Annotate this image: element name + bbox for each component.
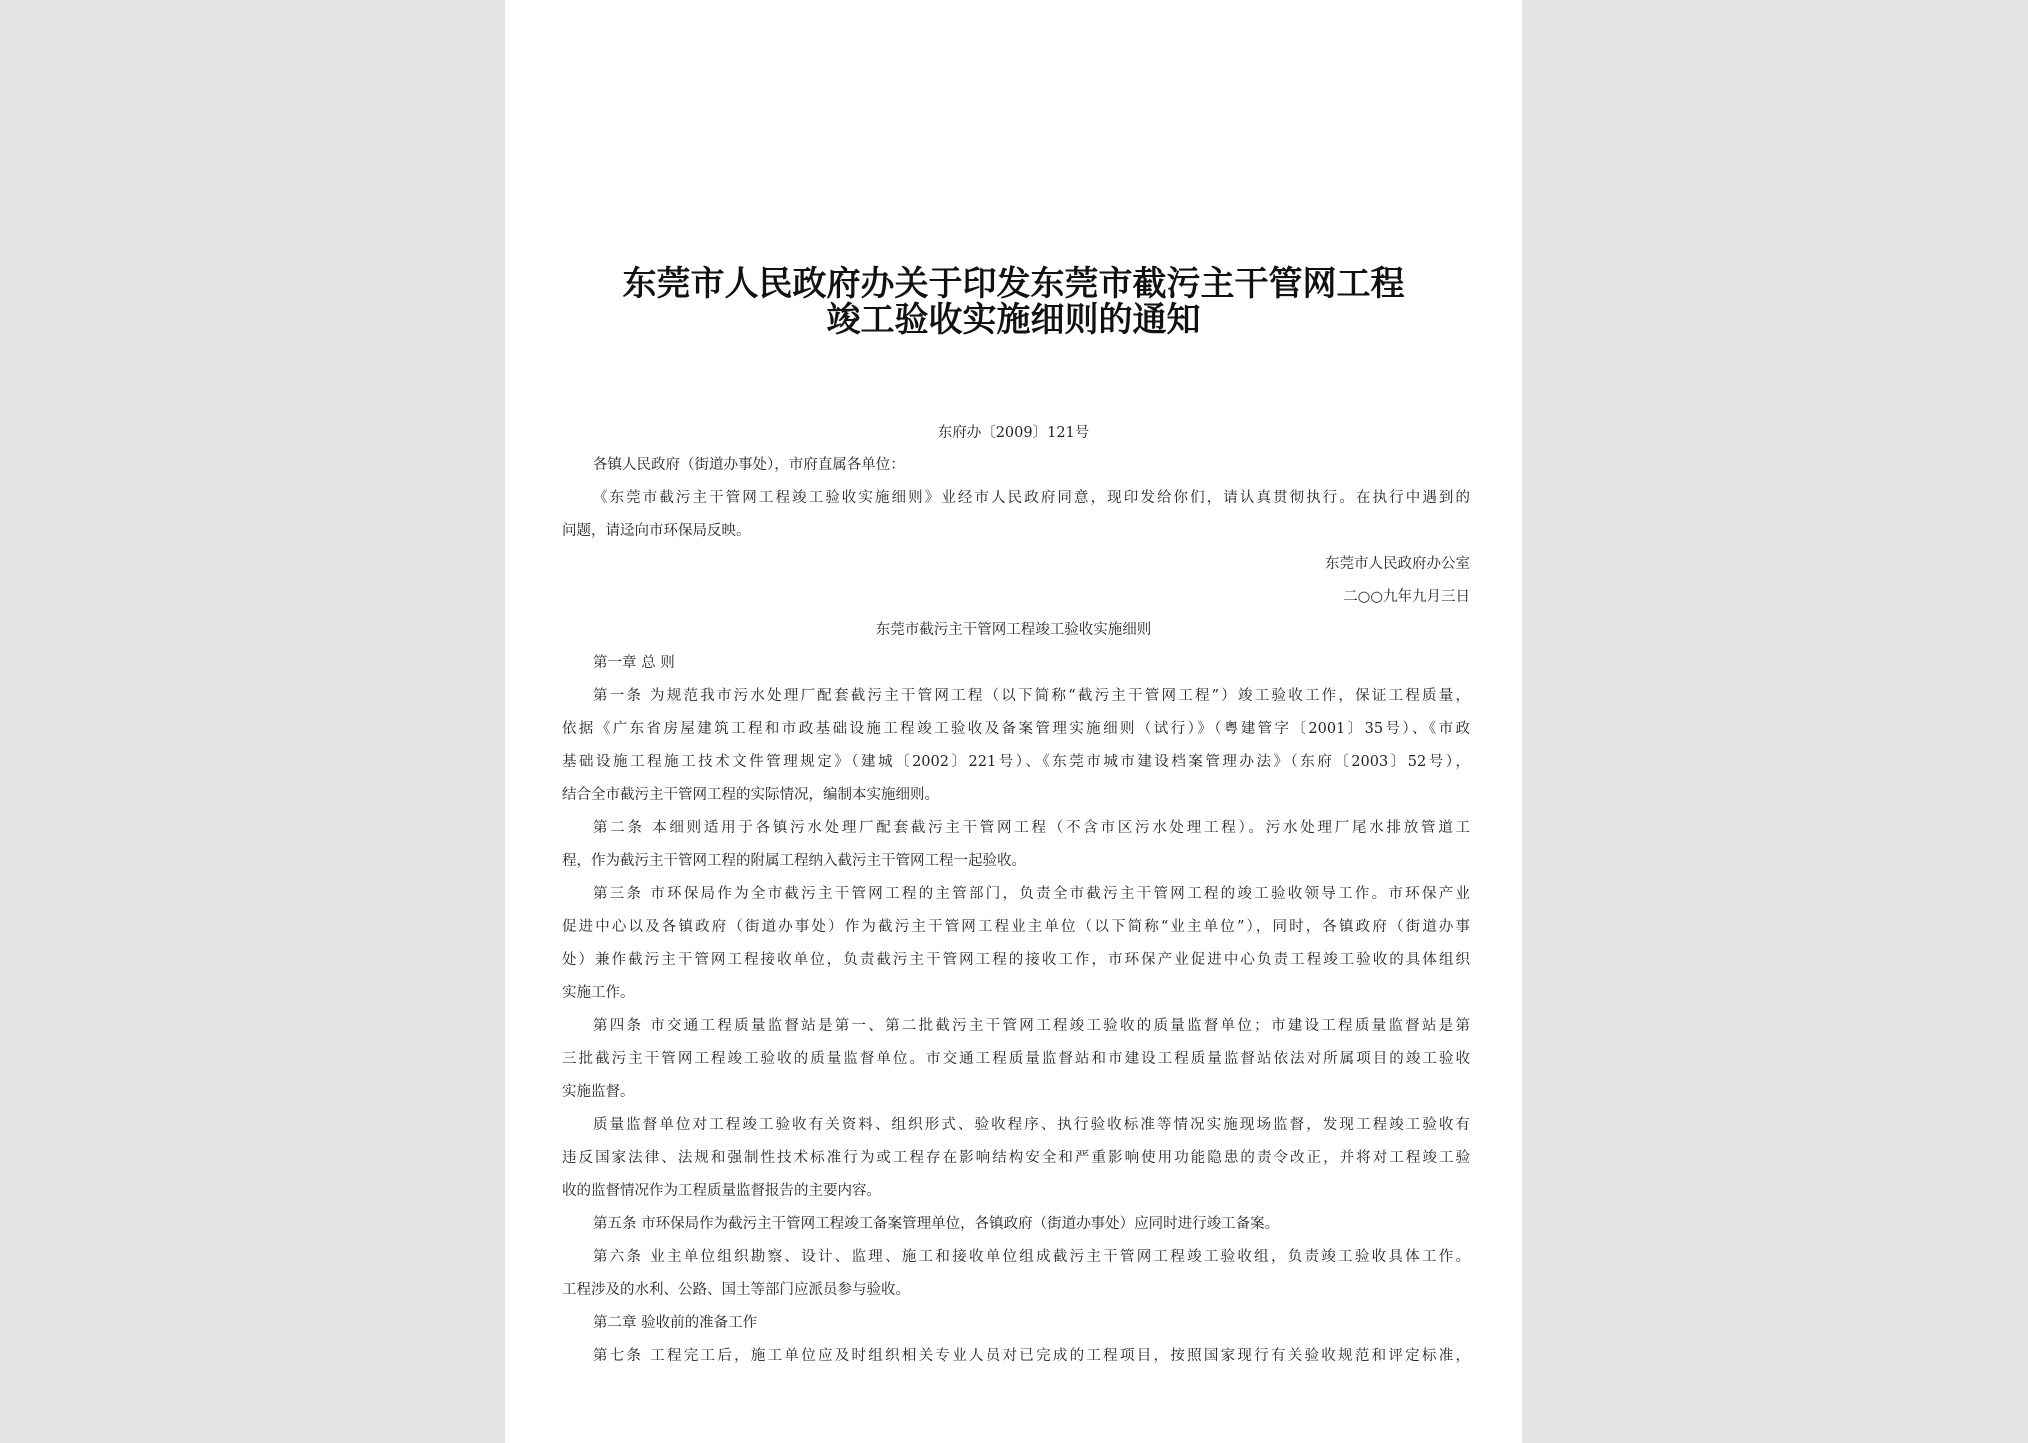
paragraph-line: 第一条 为规范我市污水处理厂配套截污主干管网工程（以下简称“截污主干管网工程”）竣工验收工作，保证工程质量，: [593, 688, 1470, 704]
paragraph-line: 结合全市截污主干管网工程的实际情况，编制本实施细则。: [562, 787, 939, 803]
intro-line-1: 《东莞市截污主干管网工程竣工验收实施细则》业经市人民政府同意，现印发给你们，请认真贯彻执行。在执行中遇到的: [593, 490, 1470, 506]
paragraph-line: 程，作为截污主干管网工程的附属工程纳入截污主干管网工程一起验收。: [562, 853, 1026, 869]
document-page: [505, 0, 1522, 1443]
paragraph-line: 第七条 工程完工后，施工单位应及时组织相关专业人员对已完成的工程项目，按照国家现行有关验收规范和评定标准，: [593, 1348, 1470, 1364]
paragraph-line: 第五条 市环保局作为截污主干管网工程竣工备案管理单位，各镇政府（街道办事处）应同时进行竣工备案。: [593, 1216, 1280, 1232]
paragraph-line: 第二条 本细则适用于各镇污水处理厂配套截污主干管网工程（不含市区污水处理工程）。污水处理厂尾水排放管道工: [593, 820, 1470, 836]
paragraph-line: 处）兼作截污主干管网工程接收单位，负责截污主干管网工程的接收工作，市环保产业促进中心负责工程竣工验收的具体组织: [562, 952, 1470, 968]
paragraph-line: 实施监督。: [562, 1084, 635, 1100]
document-number: 东府办〔2009〕121号: [937, 425, 1090, 441]
paragraph-line: 三批截污主干管网工程竣工验收的质量监督单位。市交通工程质量监督站和市建设工程质量监督站依法对所属项目的竣工验收: [562, 1051, 1470, 1067]
paragraph-line: 工程涉及的水利、公路、国土等部门应派员参与验收。: [562, 1282, 910, 1298]
paragraph-line: 第三条 市环保局作为全市截污主干管网工程的主管部门，负责全市截污主干管网工程的竣工验收领导工作。市环保产业: [593, 886, 1470, 902]
paragraph-line: 质量监督单位对工程竣工验收有关资料、组织形式、验收程序、执行验收标准等情况实施现场监督，发现工程竣工验收有: [593, 1117, 1470, 1133]
paragraph-line: 第六条 业主单位组织勘察、设计、监理、施工和接收单位组成截污主干管网工程竣工验收组，负责竣工验收具体工作。: [593, 1249, 1470, 1265]
paragraph-line: 违反国家法律、法规和强制性技术标准行为或工程存在影响结构安全和严重影响使用功能隐患的责令改正，并将对工程竣工验: [562, 1150, 1470, 1166]
paragraph-line: 收的监督情况作为工程质量监督报告的主要内容。: [562, 1183, 881, 1199]
paragraph-line: 实施工作。: [562, 985, 635, 1001]
rules-title: 东莞市截污主干管网工程竣工验收实施细则: [875, 622, 1152, 638]
salutation: 各镇人民政府（街道办事处），市府直属各单位：: [593, 457, 905, 473]
paragraph-line: 第四条 市交通工程质量监督站是第一、第二批截污主干管网工程竣工验收的质量监督单位；市建设工程质量监督站是第: [593, 1018, 1470, 1034]
paragraph-line: 基础设施工程施工技术文件管理规定》（建城〔2002〕221号）、《东莞市城市建设档案管理办法》（东府〔2003〕52号），: [562, 754, 1470, 770]
intro-line-2: 问题，请迳向市环保局反映。: [562, 523, 751, 539]
chapter-heading: 第二章 验收前的准备工作: [593, 1315, 758, 1331]
paragraph-line: 依据《广东省房屋建筑工程和市政基础设施工程竣工验收及备案管理实施细则（试行）》（粤建管字〔2001〕35号）、《市政: [562, 721, 1470, 737]
paragraph-line: 促进中心以及各镇政府（街道办事处）作为截污主干管网工程业主单位（以下简称“业主单位”），同时，各镇政府（街道办事: [562, 919, 1470, 935]
document-title-line-2: 竣工验收实施细则的通知: [826, 300, 1201, 340]
issue-date: 二○○九年九月三日: [1343, 589, 1470, 605]
document-title-line-1: 东莞市人民政府办关于印发东莞市截污主干管网工程: [622, 264, 1405, 304]
chapter-heading: 第一章 总 则: [593, 655, 675, 671]
issuer: 东莞市人民政府办公室: [1325, 556, 1470, 572]
